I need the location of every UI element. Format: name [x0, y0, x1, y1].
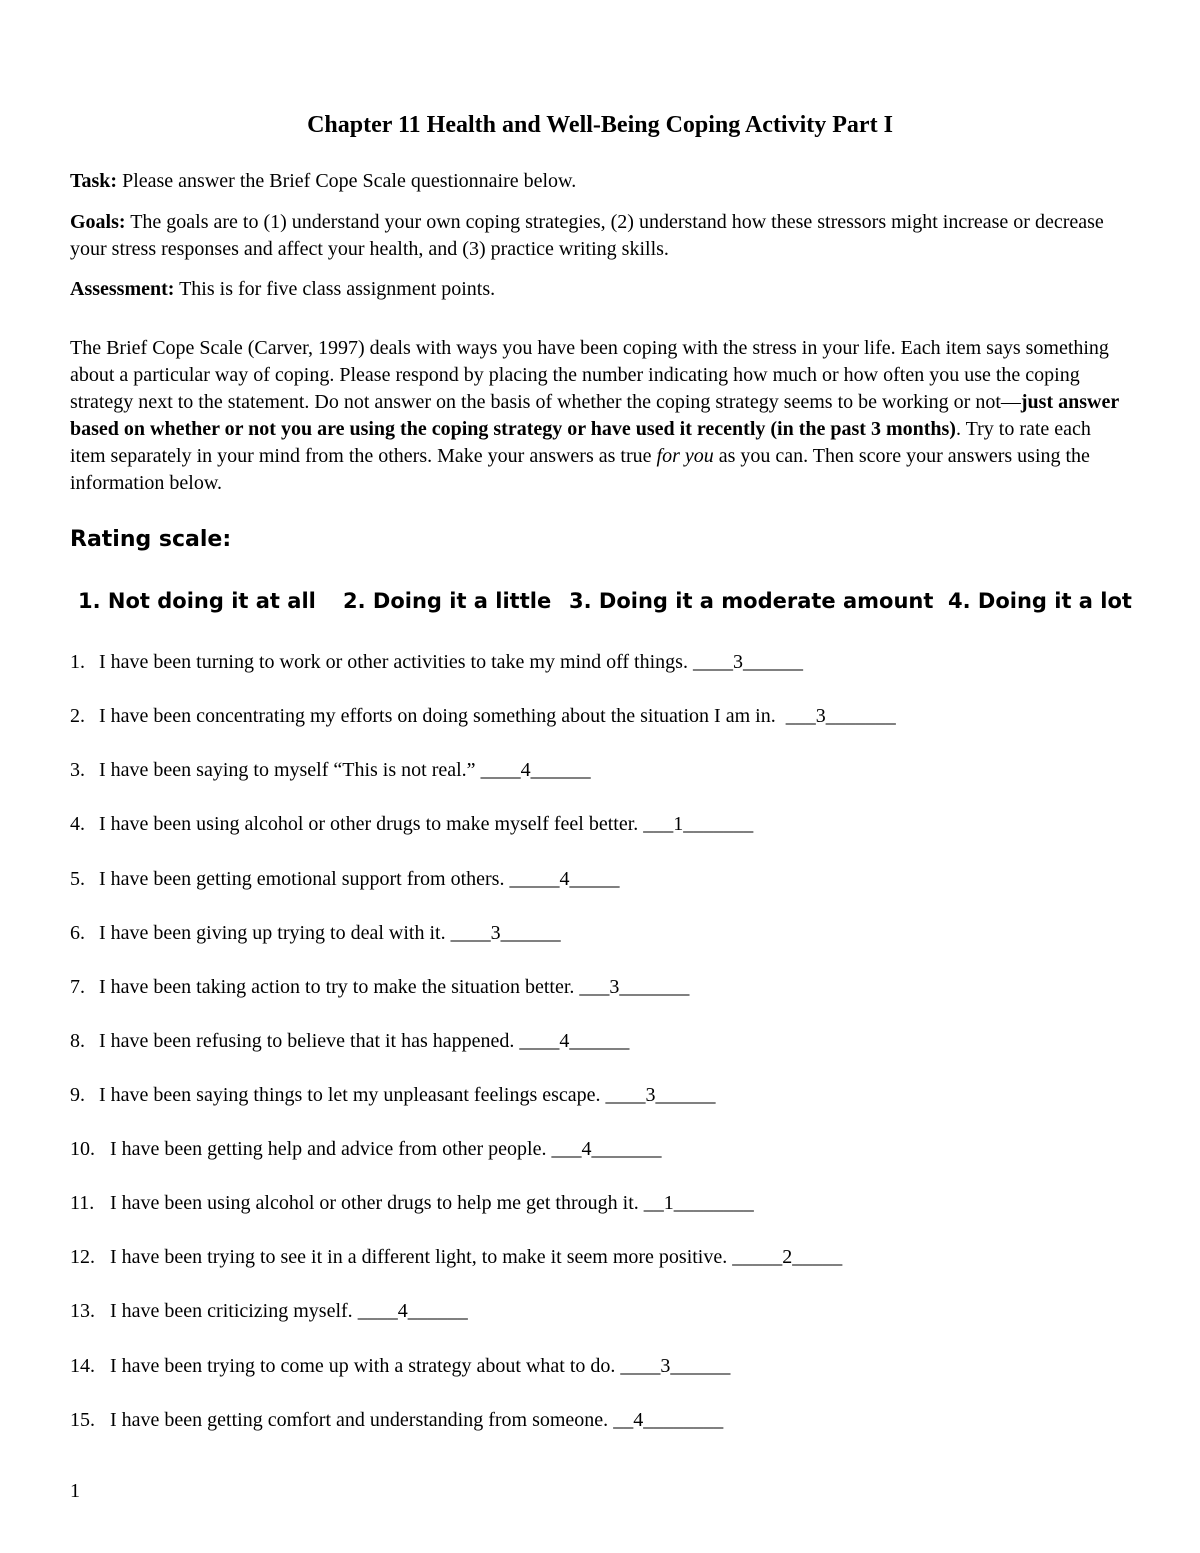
questionnaire-item-4: [70, 811, 753, 837]
item-answer: _____2_____: [732, 1246, 843, 1268]
page-number: 1: [70, 1480, 80, 1502]
item-number: 13.: [70, 1300, 95, 1322]
item-answer: __4________: [613, 1409, 724, 1431]
questionnaire-item-14: [70, 1353, 730, 1379]
item-answer: ____3______: [450, 922, 561, 944]
questionnaire-item-12: [70, 1244, 842, 1270]
questionnaire-item-2: [70, 703, 896, 729]
item-number: 10.: [70, 1138, 95, 1160]
item-answer: __1________: [643, 1192, 754, 1214]
item-text: I have been concentrating my efforts on doing something about the situation I am in.: [99, 705, 776, 727]
item-text: I have been criticizing myself.: [110, 1300, 353, 1322]
intro-text-1: The Brief Cope Scale (Carver, 1997) deals with ways you have been coping with the stress in your life. Each item says something about a particular way of coping. Please respond by placing the number indicating how much or how often you use the coping strategy next to the statement. Do not answer on the basis of whether the coping strategy seems to be working or not—: [70, 337, 1109, 413]
item-answer: ___4_______: [551, 1138, 662, 1160]
item-text: I have been getting help and advice from other people.: [110, 1138, 547, 1160]
intro-text-2: . Try to rate each item separately in your mind from the others. Make your answers as true: [70, 418, 1091, 467]
questionnaire-item-8: [70, 1028, 629, 1054]
item-number: 4.: [70, 813, 85, 835]
item-number: 14.: [70, 1355, 95, 1377]
item-answer: ___1_______: [643, 813, 754, 835]
item-number: 12.: [70, 1246, 95, 1268]
item-number: 7.: [70, 976, 85, 998]
item-number: 8.: [70, 1030, 85, 1052]
item-answer: ____4______: [480, 759, 591, 781]
item-text: I have been using alcohol or other drugs to make myself feel better.: [99, 813, 639, 835]
questionnaire-item-11: [70, 1190, 754, 1216]
rating-scale-heading: Rating scale:: [70, 527, 232, 552]
questionnaire-item-1: [70, 649, 803, 675]
task-label: Task:: [70, 170, 118, 192]
item-text: I have been using alcohol or other drugs to help me get through it.: [110, 1192, 639, 1214]
item-number: 11.: [70, 1192, 95, 1214]
item-answer: _____4_____: [509, 868, 620, 890]
task-text: Please answer the Brief Cope Scale questionnaire below.: [117, 170, 577, 192]
questionnaire-item-5: [70, 866, 619, 892]
item-answer: ____3______: [605, 1084, 716, 1106]
item-text: I have been turning to work or other activities to take my mind off things.: [99, 651, 688, 673]
intro-text-3: as you can. Then score your answers using the information below.: [70, 445, 1090, 494]
item-text: I have been taking action to try to make the situation better.: [99, 976, 575, 998]
intro-bold-text: just answer based on whether or not you are using the coping strategy or have used it recently (in the past 3 months): [70, 391, 1119, 440]
item-answer: ___3_______: [579, 976, 690, 998]
intro-paragraph: [70, 335, 1130, 497]
assessment-paragraph: [70, 276, 1130, 303]
questionnaire-item-6: [70, 920, 561, 946]
questionnaire-item-13: [70, 1298, 468, 1324]
rating-option-1: 1. Not doing it at all: [78, 589, 316, 613]
item-text: I have been saying things to let my unpleasant feelings escape.: [99, 1084, 601, 1106]
item-answer: ____3______: [620, 1355, 731, 1377]
rating-option-4: 4. Doing it a lot: [948, 589, 1132, 613]
item-number: 3.: [70, 759, 85, 781]
item-text: I have been getting comfort and understanding from someone.: [110, 1409, 609, 1431]
goals-paragraph: [70, 209, 1130, 263]
questionnaire-item-9: [70, 1082, 716, 1108]
item-text: I have been saying to myself “This is not real.”: [99, 759, 476, 781]
item-number: 5.: [70, 868, 85, 890]
item-number: 1.: [70, 651, 85, 673]
item-answer: ___3_______: [785, 705, 896, 727]
rating-scale-options: [0, 584, 1200, 618]
item-text: I have been giving up trying to deal with it.: [99, 922, 446, 944]
goals-text: The goals are to (1) understand your own coping strategies, (2) understand how these stressors might increase or decrease your stress responses and affect your health, and (3) practice writing skills.: [70, 211, 1104, 260]
rating-option-3: 3. Doing it a moderate amount: [569, 589, 934, 613]
item-text: I have been trying to see it in a different light, to make it seem more positive.: [110, 1246, 728, 1268]
questionnaire-item-7: [70, 974, 689, 1000]
item-text: I have been trying to come up with a strategy about what to do.: [110, 1355, 616, 1377]
item-text: I have been getting emotional support from others.: [99, 868, 505, 890]
item-answer: ____4______: [357, 1300, 468, 1322]
item-number: 15.: [70, 1409, 95, 1431]
item-number: 6.: [70, 922, 85, 944]
item-answer: ____4______: [519, 1030, 630, 1052]
questionnaire-item-15: [70, 1407, 723, 1433]
item-number: 9.: [70, 1084, 85, 1106]
task-paragraph: [70, 168, 1130, 195]
questionnaire-item-10: [70, 1136, 662, 1162]
intro-italic-text: for you: [656, 445, 714, 467]
assessment-text: This is for five class assignment points.: [174, 278, 496, 300]
item-number: 2.: [70, 705, 85, 727]
goals-label: Goals:: [70, 211, 126, 233]
assessment-label: Assessment:: [70, 278, 175, 300]
document-title: Chapter 11 Health and Well-Being Coping Activity Part I: [307, 112, 893, 138]
item-answer: ____3______: [692, 651, 803, 673]
rating-option-2: 2. Doing it a little: [343, 589, 552, 613]
questionnaire-item-3: [70, 757, 591, 783]
item-text: I have been refusing to believe that it has happened.: [99, 1030, 515, 1052]
